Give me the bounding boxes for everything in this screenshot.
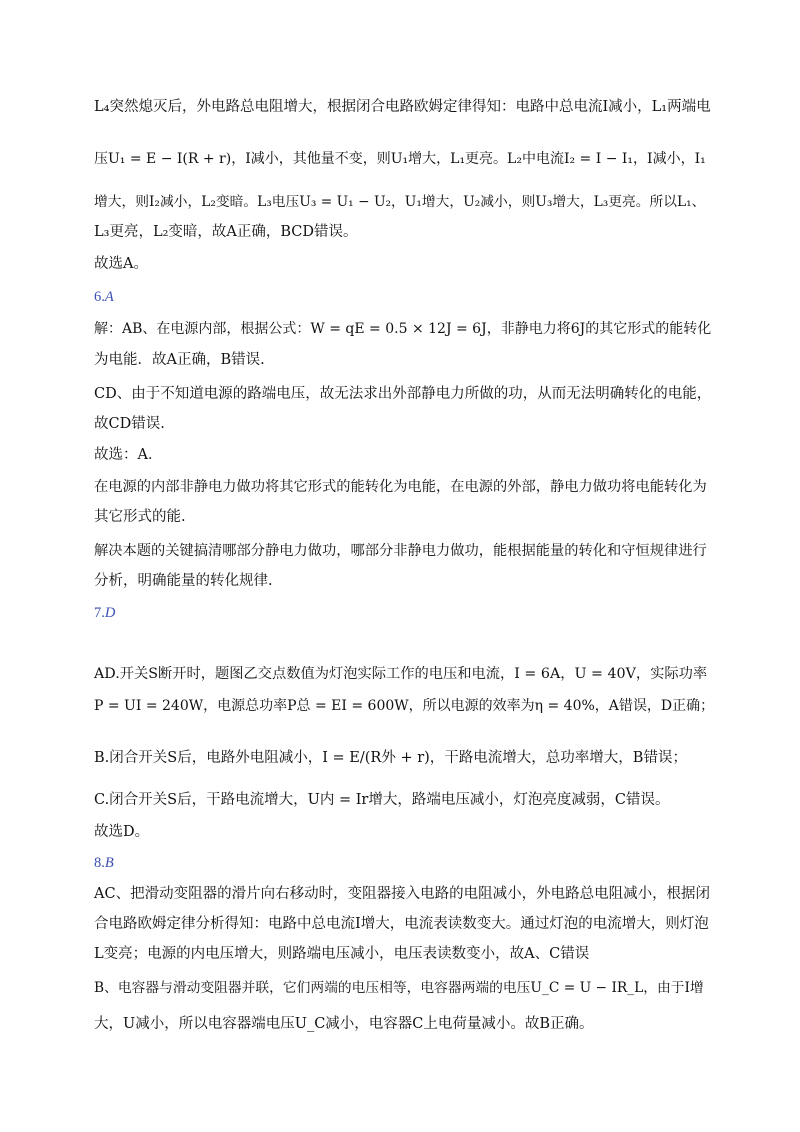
- question-8-heading: [94, 853, 114, 873]
- line-8: CD、由于不知道电源的路端电压，故无法求出外部静电力所做的功，从而无法明确转化的电能，: [94, 386, 712, 402]
- line-7: 为电能．故A正确，B错误.: [94, 352, 265, 368]
- question-number: 6.: [94, 289, 105, 305]
- line-24: 大，U减小，所以电容器端电压U_C减小，电容器C上电荷量减小。故B正确。: [94, 1016, 594, 1032]
- line-12: 其它形式的能.: [94, 509, 186, 525]
- line-9: 故CD错误.: [94, 416, 165, 432]
- line-21: 合电路欧姆定律分析得知：电路中总电流I增大，电流表读数变大。通过灯泡的电流增大，则灯泡: [94, 916, 709, 932]
- line-11: 在电源的内部非静电力做功将其它形式的能转化为电能，在电源的外部，静电力做功将电能转化为: [94, 479, 707, 495]
- line-6: 解：AB、在电源内部，根据公式：W = qE = 0.5 × 12J = 6J，非静电力将6J的其它形式的能转化: [94, 321, 712, 337]
- line-4: L₃更亮，L₂变暗，故A正确，BCD错误。: [94, 224, 358, 240]
- line-19: 故选D。: [94, 824, 150, 840]
- answer-letter: A: [104, 289, 114, 305]
- line-1: L₄突然熄灭后，外电路总电阻增大，根据闭合电路欧姆定律得知：电路中总电流I减小，L₁两端电: [94, 99, 711, 115]
- line-18: C.闭合开关S后，干路电流增大，U内 = Ir增大，路端电压减小，灯泡亮度减弱，C错误。: [94, 792, 670, 808]
- line-22: L变亮；电源的内电压增大，则路端电压减小，电压表读数变小，故A、C错误: [94, 946, 590, 962]
- line-3: 增大，则I₂减小，L₂变暗。L₃电压U₃ = U₁ − U₂，U₁增大，U₂减小，则U₃增大，L₃更亮。所以L₁、: [94, 194, 706, 210]
- answer-letter: B: [104, 855, 114, 871]
- answer-letter: D: [104, 605, 116, 621]
- question-6-heading: [94, 287, 114, 307]
- line-5: 故选A。: [94, 256, 148, 272]
- line-15: AD.开关S断开时，题图乙交点数值为灯泡实际工作的电压和电流，I = 6A，U = 40V，实际功率: [94, 666, 708, 682]
- line-23: B、电容器与滑动变阻器并联，它们两端的电压相等，电容器两端的电压U_C = U − IR_L，由于I增: [94, 980, 704, 996]
- question-number: 7.: [94, 605, 105, 621]
- line-2: 压U₁ = E − I(R + r)，I减小，其他量不变，则U₁增大，L₁更亮。L₂中电流I₂ = I − I₁，I减小，I₁: [94, 151, 706, 167]
- line-17: B.闭合开关S后，电路外电阻减小，I = E/(R外 + r)，干路电流增大，总功率增大，B错误；: [94, 750, 687, 766]
- line-10: 故选：A．: [94, 447, 163, 463]
- question-7-heading: [94, 603, 115, 623]
- line-14: 分析，明确能量的转化规律.: [94, 573, 273, 589]
- line-20: AC、把滑动变阻器的滑片向右移动时，变阻器接入电路的电阻减小，外电路总电阻减小，根据闭: [94, 886, 711, 902]
- line-16: P = UI = 240W，电源总功率P总 = EI = 600W，所以电源的效率为η = 40%，A错误，D正确；: [94, 698, 715, 714]
- question-number: 8.: [94, 855, 105, 871]
- line-13: 解决本题的关键搞清哪部分静电力做功，哪部分非静电力做功，能根据能量的转化和守恒规律进行: [94, 543, 707, 559]
